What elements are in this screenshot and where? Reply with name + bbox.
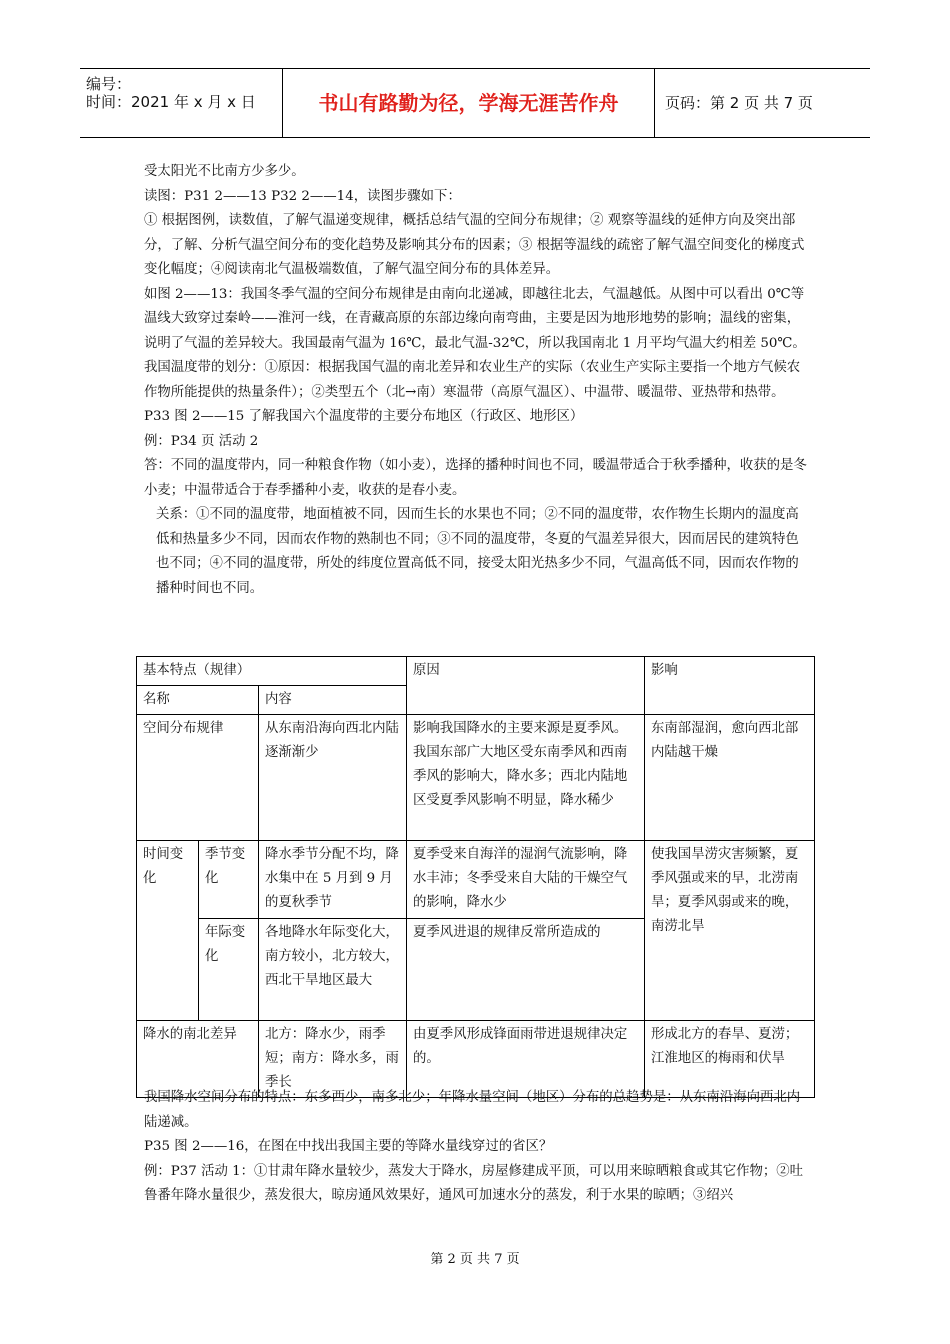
table-header-reason: 原因	[407, 657, 645, 715]
table-cell: 降水季节分配不均，降水集中在 5 月到 9 月的夏秋季节	[259, 841, 407, 919]
table-cell: 夏季受来自海洋的湿润气流影响，降水丰沛；冬季受来自大陆的干燥空气的影响，降水少	[407, 841, 645, 919]
header-page-info: 页码：第 2 页 共 7 页	[665, 94, 813, 112]
table-header-effect: 影响	[645, 657, 815, 715]
paragraph: 读图：P31 2——13 P32 2——14，读图步骤如下：	[144, 188, 461, 204]
paragraph: 受太阳光不比南方少多少。	[144, 164, 305, 179]
header-meta	[80, 69, 283, 137]
table-cell: 影响我国降水的主要来源是夏季风。我国东部广大地区受东南季风和西南季风的影响大，降水多；西北内陆地区受夏季风影响不明显，降水稀少	[407, 715, 645, 841]
table-cell: 年际变化	[199, 919, 259, 1021]
paragraph: 例：P34 页 活动 2	[144, 433, 259, 449]
table-cell: 各地降水年际变化大，南方较小，北方较大，西北干旱地区最大	[259, 919, 407, 1021]
paragraph: P35 图 2——16，在图在中找出我国主要的等降水量线穿过的省区？	[144, 1139, 553, 1154]
table-cell: 降水的南北差异	[137, 1021, 259, 1098]
table-header-basic: 基本特点（规律）	[137, 657, 407, 686]
page-header	[80, 68, 870, 138]
paragraph: 答：不同的温度带内，同一种粮食作物（如小麦），选择的播种时间也不同，暖温带适合于秋季播种，收获的是冬小麦；中温带适合于春季播种小麦，收获的是春小麦。	[144, 458, 807, 498]
paragraph: P33 图 2——15 了解我国六个温度带的主要分布地区（行政区、地形区）	[144, 409, 584, 424]
paragraph: 关系：①不同的温度带，地面植被不同，因而生长的水果也不同；②不同的温度带，农作物生长期内的温度高低和热量多少不同，因而农作物的熟制也不同；③不同的温度带，冬夏的气温差异很大，因而居民的建筑特色也不同；④不同的温度带，所处的纬度位置高低不同，接受太阳光热多少不同，气温高低不同，因而农作物的播种时间也不同。	[156, 507, 799, 596]
table-cell: 时间变化	[137, 841, 199, 1021]
table-cell: 北方：降水少，雨季短；南方：降水多，雨季长	[259, 1021, 407, 1098]
precipitation-table	[136, 656, 815, 1098]
header-date: 时间：2021 年 x 月 x 日	[86, 93, 256, 111]
paragraph: 例：P37 活动 1：①甘肃年降水量较少，蒸发大于降水，房屋修建成平顶，可以用来晾晒粮食或其它作物；②吐鲁番年降水量很少，蒸发很大，晾房通风效果好，通风可加速水分的蒸发，利于水果的晾晒；③绍兴	[144, 1163, 804, 1203]
tail-text	[144, 1086, 808, 1209]
paragraph: 我国降水空间分布的特点：东多西少，南多北少；年降水量空间（地区）分布的总趋势是：从东南沿海向西北内陆递减。	[144, 1090, 801, 1130]
table-cell: 使我国旱涝灾害频繁，夏季风强或来的早，北涝南旱；夏季风弱或来的晚，南涝北旱	[645, 841, 815, 1021]
table-header-name: 名称	[137, 686, 259, 715]
table-cell: 季节变化	[199, 841, 259, 919]
table-cell: 东南部湿润，愈向西北部内陆越干燥	[645, 715, 815, 841]
paragraph: 如图 2——13：我国冬季气温的空间分布规律是由南向北递减，即越往北去，气温越低。从图中可以看出 0℃等温线大致穿过秦岭——淮河一线，在青藏高原的东部边缘向南弯曲，主要是因为地形地势的影响；温线的密集，说明了气温的差异较大。我国最南气温为 16℃，最北气温-32℃，所以我国南北 1 月平均气温大约相差 50℃。	[144, 286, 806, 351]
table-cell: 从东南沿海向西北内陆逐渐渐少	[259, 715, 407, 841]
table-cell: 由夏季风形成锋面雨带进退规律决定的。	[407, 1021, 645, 1098]
paragraph: 我国温度带的划分：①原因：根据我国气温的南北差异和农业生产的实际（农业生产实际主要指一个地方气候农作物所能提供的热量条件）；②类型五个（北→南）寒温带（高原气温区）、中温带、暖温带、亚热带和热带。	[144, 360, 801, 400]
header-number-label: 编号：	[86, 75, 132, 93]
page-footer: 第 2 页 共 7 页	[430, 1252, 520, 1267]
table-cell: 形成北方的春旱、夏涝；江淮地区的梅雨和伏旱	[645, 1021, 815, 1098]
table-cell: 空间分布规律	[137, 715, 259, 841]
header-motto: 书山有路勤为径，学海无涯苦作舟	[283, 69, 655, 137]
table-cell: 夏季风进退的规律反常所造成的	[407, 919, 645, 1021]
body-text	[144, 160, 808, 601]
paragraph: ① 根据图例，读数值，了解气温递变规律，概括总结气温的空间分布规律；② 观察等温线的延伸方向及突出部分，了解、分析气温空间分布的变化趋势及影响其分布的因素；③ 根据等温线的疏密了解气温空间变化的梯度式变化幅度；④阅读南北气温极端数值，了解气温空间分布的具体差异。	[144, 213, 805, 277]
table-header-content: 内容	[259, 686, 407, 715]
